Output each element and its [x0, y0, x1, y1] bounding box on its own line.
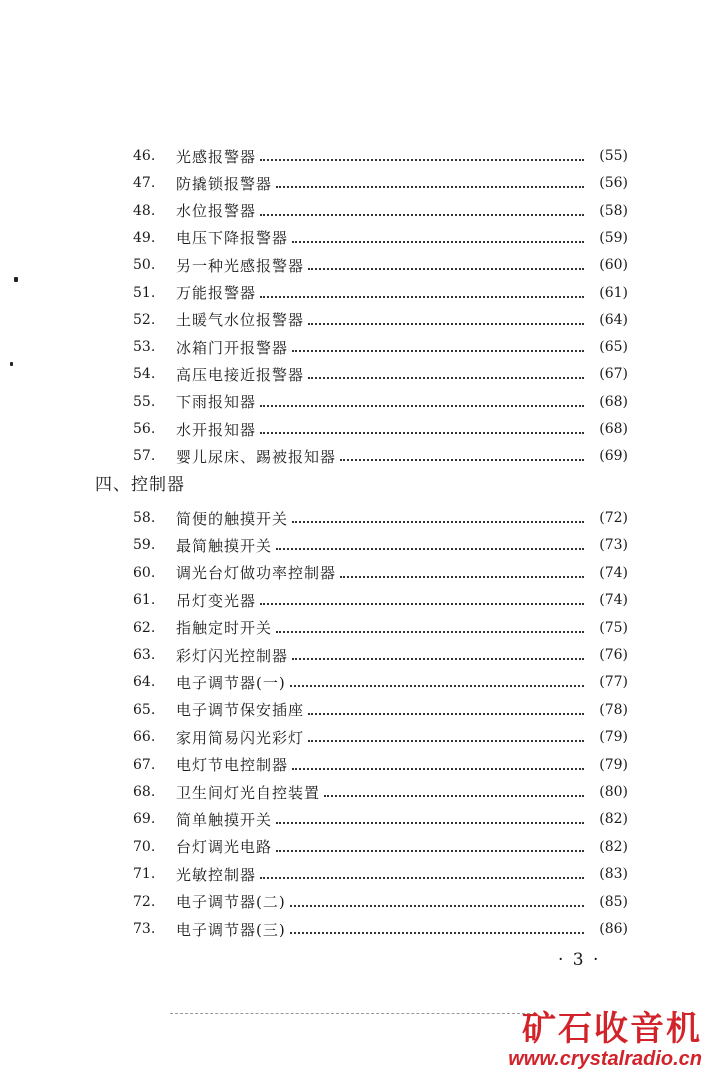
entry-title: 冰箱门开报警器	[176, 338, 289, 357]
entry-body	[176, 754, 588, 775]
dot-leader	[276, 184, 584, 188]
entry-number: 50.	[133, 257, 156, 274]
entry-page: (85)	[599, 893, 628, 910]
entry-title: 指触定时开关	[176, 619, 273, 638]
entry-page: (74)	[599, 564, 628, 581]
entry-body	[176, 200, 588, 221]
entry-page: (72)	[599, 510, 628, 526]
entry-title: 电压下降报警器	[176, 229, 289, 248]
dot-leader	[292, 766, 584, 770]
entry-number: 63.	[133, 647, 156, 663]
entry-page: (65)	[599, 339, 628, 356]
toc-entry	[0, 806, 710, 832]
entry-number: 65.	[133, 701, 156, 718]
entry-number: 71.	[133, 866, 156, 883]
dot-leader	[276, 629, 584, 633]
entry-page: (73)	[599, 537, 628, 554]
entry-page: (67)	[599, 366, 628, 383]
dot-leader	[324, 793, 584, 797]
toc-entry	[0, 834, 710, 860]
toc-entry	[0, 861, 710, 887]
entry-title: 婴儿尿床、踢被报知器	[176, 447, 337, 466]
entry-title: 电子调节器(三)	[176, 920, 286, 939]
dot-leader	[308, 375, 584, 379]
scan-speck	[14, 277, 18, 282]
dot-leader	[276, 820, 584, 824]
entry-number: 57.	[133, 448, 156, 465]
entry-page: (60)	[599, 257, 628, 274]
entry-title: 另一种光感报警器	[176, 256, 305, 275]
entry-number: 52.	[133, 311, 156, 328]
entry-body	[176, 391, 588, 412]
toc-entry	[0, 307, 710, 333]
dot-leader	[260, 212, 584, 216]
toc-entry	[0, 697, 710, 723]
entry-number: 53.	[133, 339, 156, 356]
dot-leader	[292, 656, 584, 660]
entry-page: (56)	[599, 175, 628, 192]
dot-leader	[308, 266, 584, 270]
watermark-logo	[508, 1010, 702, 1070]
watermark-title: 矿石收音机	[522, 1010, 702, 1048]
entry-page: (74)	[599, 592, 628, 609]
toc-entry	[0, 642, 710, 668]
toc-entry	[0, 779, 710, 805]
entry-number: 54.	[133, 366, 156, 383]
entry-title: 台灯调光电路	[176, 838, 273, 857]
entry-page: (82)	[599, 811, 628, 828]
toc-entry	[0, 225, 710, 251]
toc-entry	[0, 198, 710, 224]
entry-page: (82)	[599, 838, 628, 855]
dot-leader	[260, 403, 584, 407]
entry-title: 土暖气水位报警器	[176, 311, 305, 330]
entry-body	[176, 836, 588, 857]
entry-page: (75)	[599, 619, 628, 636]
dot-leader	[290, 903, 584, 907]
toc-entry	[0, 560, 710, 586]
footer-line	[170, 1012, 530, 1014]
dot-leader	[260, 294, 584, 298]
entry-page: (68)	[599, 393, 628, 410]
toc-entry	[0, 752, 710, 778]
dot-leader	[308, 321, 584, 325]
dot-leader	[292, 348, 584, 352]
toc-entry	[0, 505, 710, 531]
toc-entry	[0, 143, 710, 169]
entry-body	[176, 617, 588, 638]
entry-page: (79)	[599, 729, 628, 746]
toc-entry	[0, 334, 710, 360]
entry-body	[176, 227, 588, 248]
dot-leader	[276, 546, 584, 550]
toc-entry	[0, 724, 710, 750]
entry-body	[176, 146, 588, 167]
entry-body	[176, 255, 588, 276]
toc-entry	[0, 389, 710, 415]
toc-entry	[0, 532, 710, 558]
entry-page: (78)	[599, 701, 628, 718]
dot-leader	[340, 574, 584, 578]
entry-body	[176, 919, 588, 940]
entry-body	[176, 590, 588, 611]
toc-entry	[0, 443, 710, 469]
entry-number: 48.	[133, 202, 156, 219]
dot-leader	[308, 738, 584, 742]
entry-body	[176, 446, 588, 467]
entry-body	[176, 282, 588, 303]
entry-number: 72.	[133, 893, 156, 910]
scan-speck	[10, 362, 13, 366]
entry-page: (55)	[599, 148, 628, 164]
dot-leader	[260, 157, 584, 161]
entry-number: 59.	[133, 537, 156, 554]
entry-body	[176, 891, 588, 912]
toc-entry	[0, 587, 710, 613]
watermark-url: www.crystalradio.cn	[508, 1048, 702, 1070]
entry-page: (59)	[599, 229, 628, 246]
entry-number: 62.	[133, 619, 156, 636]
entry-title: 调光台灯做功率控制器	[176, 564, 337, 583]
entry-page: (79)	[599, 756, 628, 773]
dot-leader	[290, 930, 584, 934]
toc-entry	[0, 170, 710, 196]
entry-number: 56.	[133, 421, 156, 437]
entry-page: (69)	[599, 448, 628, 465]
page-number: · 3 ·	[558, 950, 601, 970]
entry-title: 万能报警器	[176, 284, 257, 302]
entry-title: 简便的触摸开关	[176, 509, 289, 528]
toc-entry	[0, 252, 710, 278]
entry-number: 55.	[133, 393, 156, 410]
entry-number: 70.	[133, 838, 156, 855]
entry-title: 简单触摸开关	[176, 810, 273, 829]
entry-title: 家用简易闪光彩灯	[176, 728, 305, 747]
entry-page: (77)	[599, 674, 628, 691]
toc-entry	[0, 280, 710, 306]
toc-entry	[0, 916, 710, 942]
entry-title: 电子调节保安插座	[176, 701, 305, 720]
entry-body	[176, 727, 588, 748]
entry-number: 67.	[133, 756, 156, 773]
entry-body	[176, 645, 588, 666]
toc-entry	[0, 889, 710, 915]
entry-page: (76)	[599, 647, 628, 663]
entry-page: (58)	[599, 202, 628, 219]
entry-number: 51.	[133, 284, 156, 301]
entry-number: 58.	[133, 510, 156, 526]
entry-number: 61.	[133, 592, 156, 609]
entry-body	[176, 699, 588, 720]
dot-leader	[260, 601, 584, 605]
entry-body	[176, 562, 588, 583]
dot-leader	[290, 683, 584, 687]
entry-title: 最简触摸开关	[176, 536, 273, 555]
entry-title: 电灯节电控制器	[176, 756, 289, 775]
entry-title: 卫生间灯光自控装置	[176, 783, 321, 802]
dot-leader	[260, 875, 584, 879]
entry-body	[176, 337, 588, 358]
entry-number: 60.	[133, 564, 156, 581]
entry-title: 吊灯变光器	[176, 591, 257, 610]
toc-entry	[0, 361, 710, 387]
entry-page: (83)	[599, 866, 628, 883]
entry-body	[176, 535, 588, 556]
entry-body	[176, 864, 588, 885]
entry-number: 64.	[133, 674, 156, 691]
entry-number: 47.	[133, 175, 156, 192]
entry-title: 光敏控制器	[176, 865, 257, 884]
toc-entry	[0, 669, 710, 695]
entry-number: 73.	[133, 921, 156, 937]
entry-page: (80)	[599, 784, 628, 800]
entry-title: 电子调节器(二)	[176, 893, 286, 912]
section-heading: 四、控制器	[95, 475, 185, 495]
entry-title: 下雨报知器	[176, 393, 257, 412]
entry-number: 69.	[133, 811, 156, 828]
entry-body	[176, 782, 588, 803]
entry-number: 68.	[133, 784, 156, 800]
toc-entry	[0, 416, 710, 442]
entry-number: 46.	[133, 148, 156, 164]
entry-title: 彩灯闪光控制器	[176, 646, 289, 665]
entry-body	[176, 809, 588, 830]
dot-leader	[276, 848, 584, 852]
entry-title: 防撬锁报警器	[176, 174, 273, 193]
entry-page: (61)	[599, 284, 628, 301]
dot-leader	[308, 711, 584, 715]
entry-number: 49.	[133, 229, 156, 246]
entry-title: 水位报警器	[176, 202, 257, 221]
entry-title: 光感报警器	[176, 147, 257, 166]
entry-title: 高压电接近报警器	[176, 365, 305, 384]
dot-leader	[340, 457, 584, 461]
entry-page: (86)	[599, 921, 628, 937]
entry-body	[176, 309, 588, 330]
entry-body	[176, 672, 588, 693]
entry-body	[176, 419, 588, 440]
entry-number: 66.	[133, 729, 156, 746]
entry-body	[176, 173, 588, 194]
entry-body	[176, 364, 588, 385]
entry-title: 水开报知器	[176, 420, 257, 439]
entry-body	[176, 508, 588, 529]
toc-entry	[0, 615, 710, 641]
dot-leader	[292, 519, 584, 523]
entry-title: 电子调节器(一)	[176, 673, 286, 692]
dot-leader	[260, 430, 584, 434]
entry-page: (64)	[599, 311, 628, 328]
entry-page: (68)	[599, 421, 628, 437]
dot-leader	[292, 239, 584, 243]
